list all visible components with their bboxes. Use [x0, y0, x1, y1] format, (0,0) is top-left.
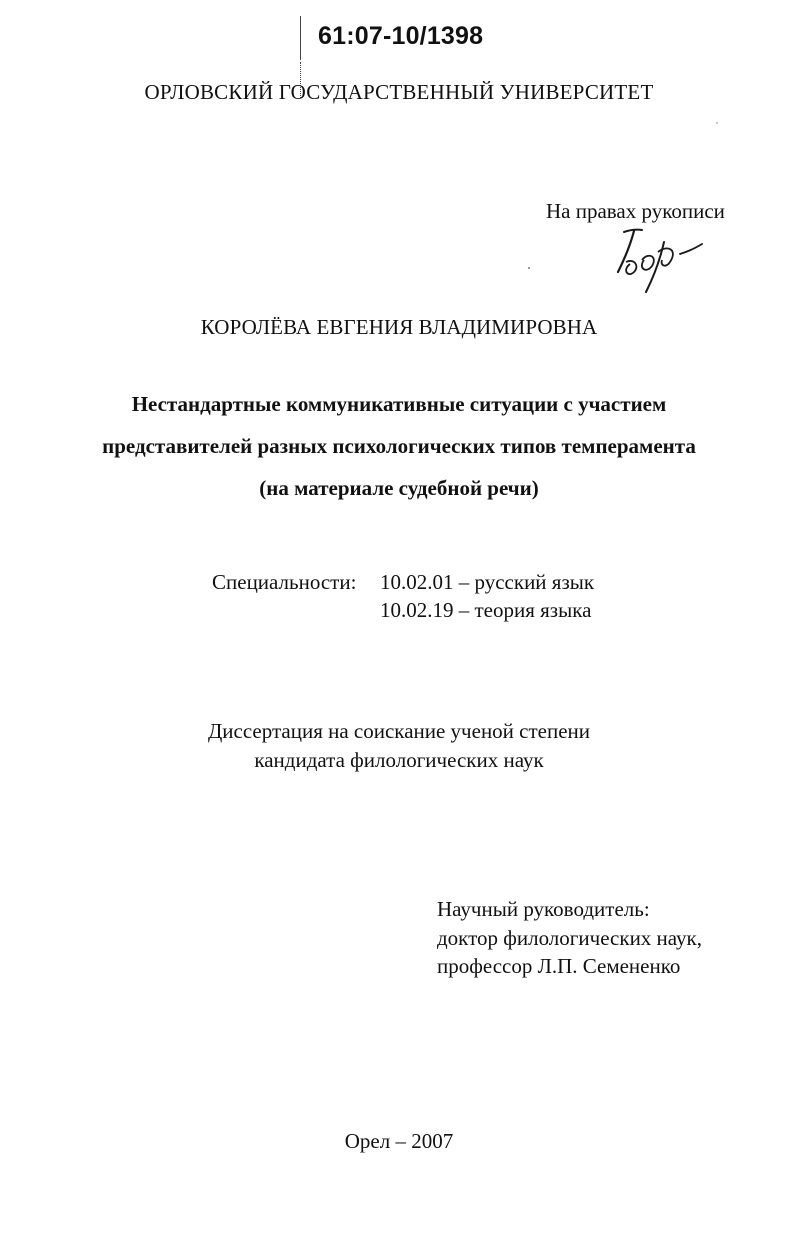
manuscript-rights-note: На правах рукописи	[546, 199, 725, 223]
scan-speck	[528, 267, 530, 269]
university-name: ОРЛОВСКИЙ ГОСУДАРСТВЕННЫЙ УНИВЕРСИТЕТ	[144, 80, 654, 104]
library-stamp-code: 61:07-10/1398	[318, 22, 484, 50]
dissertation-title-line-3: (на материале судебной речи)	[259, 476, 539, 500]
specialty-item: 10.02.19 – теория языка	[380, 598, 592, 622]
city-and-year: Орел – 2007	[344, 1129, 454, 1153]
handwritten-signature	[606, 222, 716, 294]
advisor-line-2: доктор филологических наук,	[437, 926, 703, 950]
degree-line-1: Диссертация на соискание ученой степени	[207, 719, 591, 743]
degree-line-2: кандидата филологических наук	[254, 748, 544, 772]
stamp-divider-top	[300, 16, 301, 60]
dissertation-title-line-1: Нестандартные коммуникативные ситуации с участием	[131, 392, 667, 416]
author-name: КОРОЛЁВА ЕВГЕНИЯ ВЛАДИМИРОВНА	[200, 315, 598, 339]
advisor-line-1: Научный руководитель:	[437, 897, 650, 921]
scan-speck	[716, 122, 718, 124]
specialty-item: 10.02.01 – русский язык	[380, 570, 595, 594]
advisor-line-3: профессор Л.П. Семененко	[437, 954, 681, 978]
dissertation-title-line-2: представителей разных психологических типов темперамента	[102, 434, 696, 458]
specialty-label: Специальности:	[212, 570, 357, 594]
